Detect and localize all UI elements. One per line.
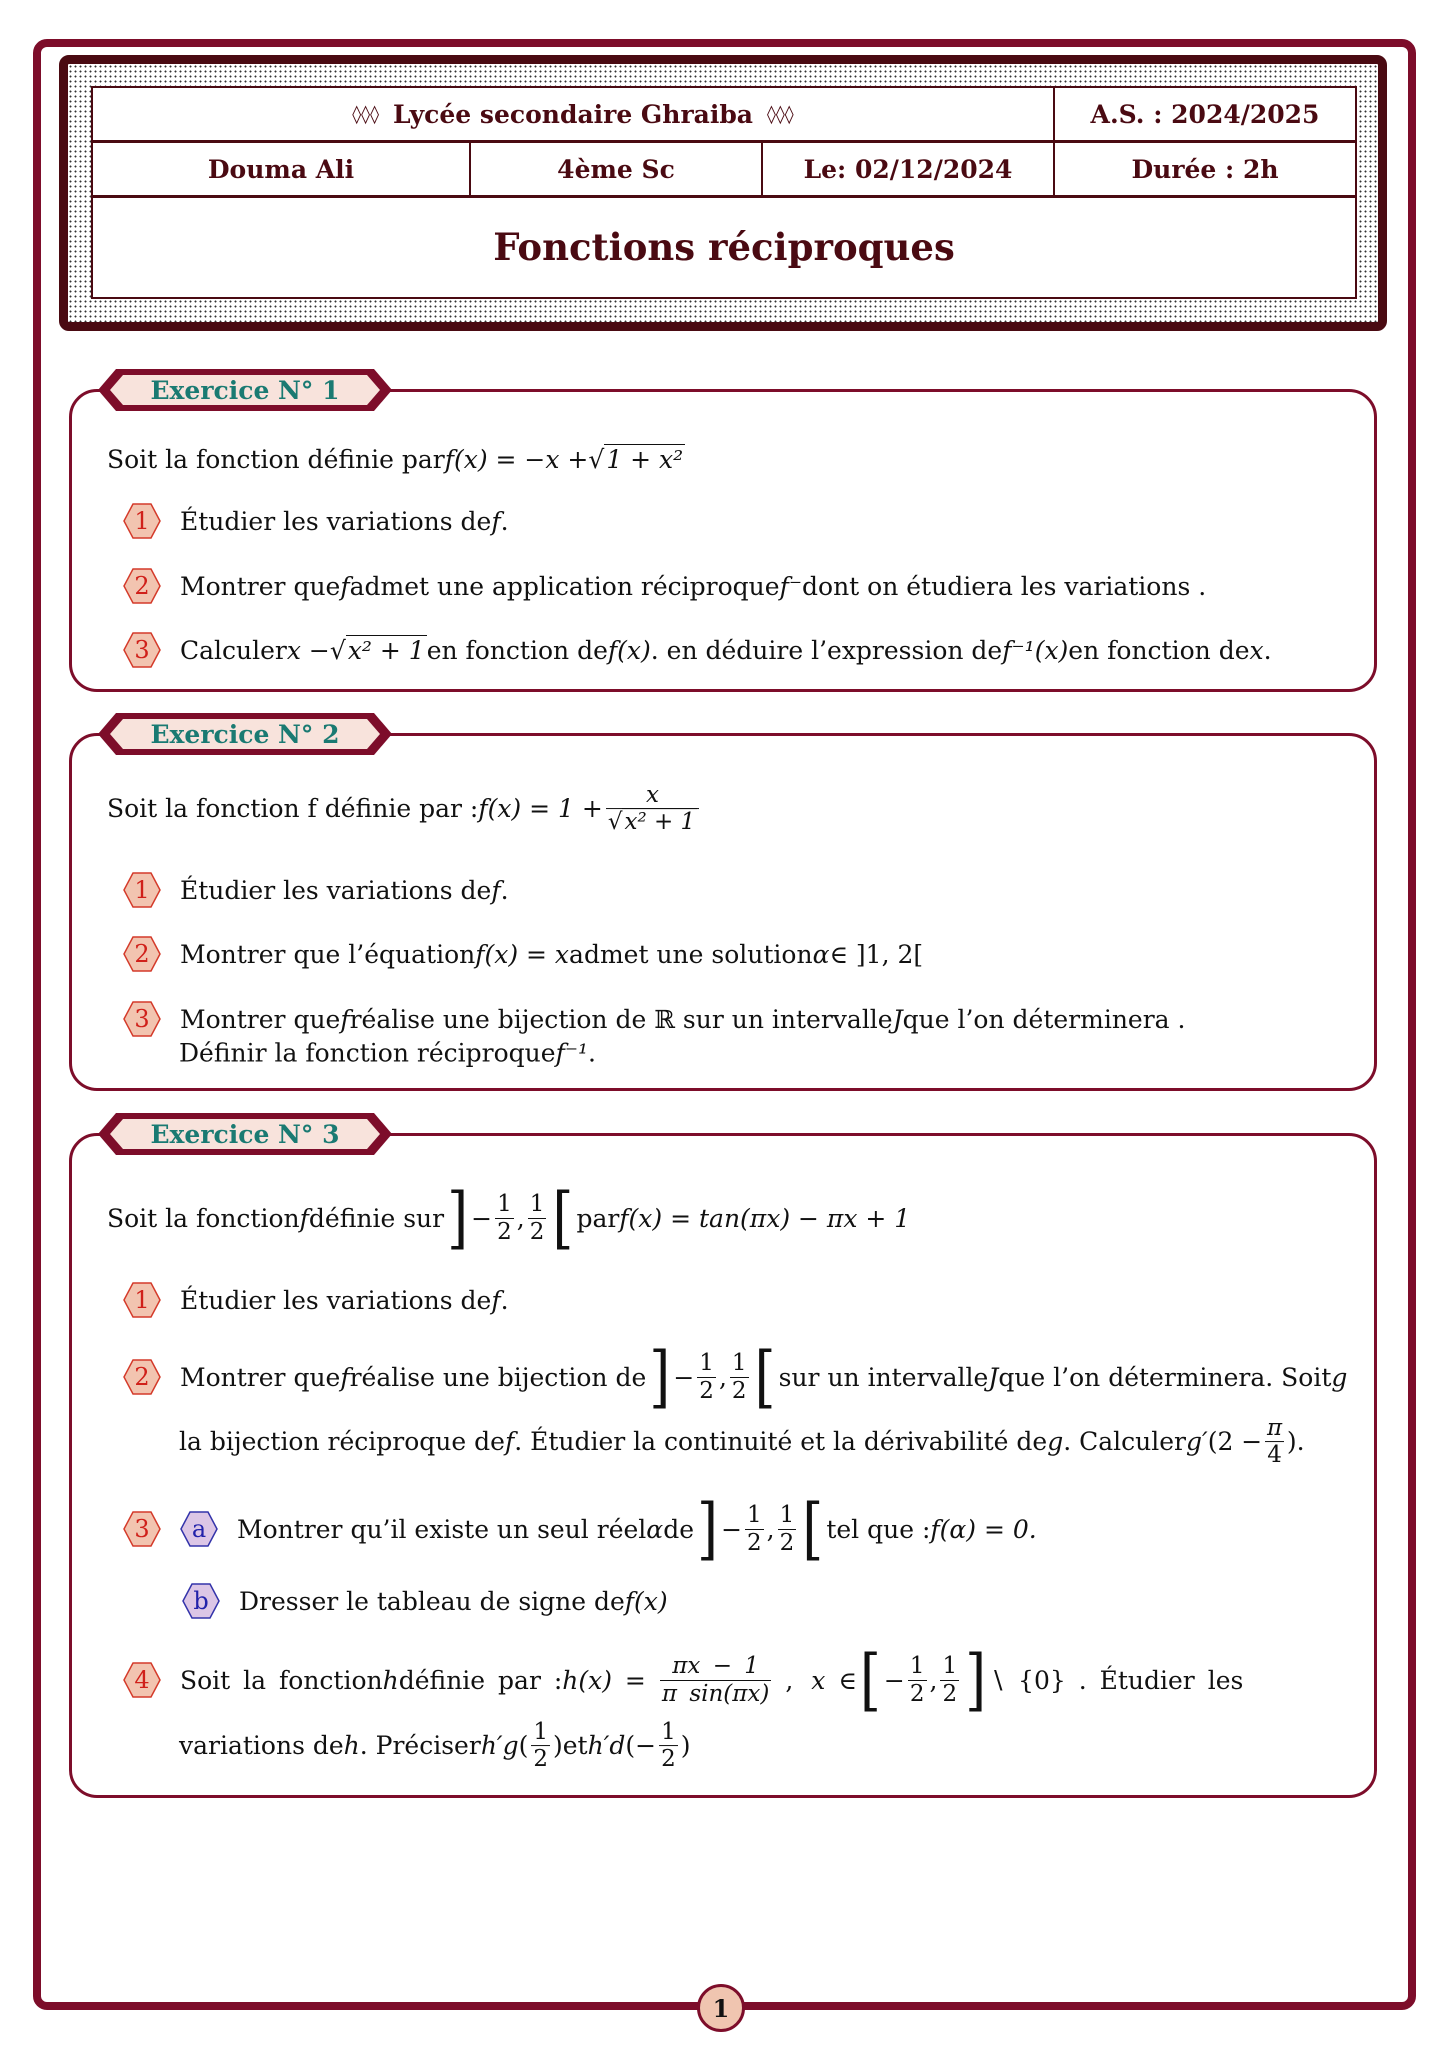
exercise-3-item-4-line-2: variations de h . Préciser h′g ( $\frac{1}{2}$ ) et h′d (− $\frac{1}{2}$ ) — [179, 1719, 691, 1773]
number-badge-icon: 3 — [123, 1510, 161, 1548]
exercise-3-item-3b: b Dresser le tableau de signe de f(x) — [182, 1582, 668, 1620]
exercise-1-item-1: 1 Étudier les variations de f . — [123, 502, 509, 540]
exercise-3-item-2-line-2: la bijection réciproque de f . Étudier la continuité et la dérivabilité de g . Calculer g′ (2 − $\frac{\pi}{4}$ ). — [179, 1415, 1305, 1469]
class-level: 4ème Sc — [557, 154, 675, 184]
exercise-3-item-3a: 3 a Montrer qu’il existe un seul réel α de ] − $\frac{1}{2}$ , $\frac{1}{2}$ [ tel que : f(α) = 0. — [123, 1502, 1037, 1556]
exercise-2-intro: Soit la fonction f définie par : f(x) = 1 + $\frac{x}{\text{√x² + 1}}$ — [107, 782, 702, 836]
header-table — [91, 86, 1357, 299]
number-badge-icon: 3 — [123, 1000, 161, 1038]
exercise-2-item-3: 3 Montrer que f réalise une bijection de ℝ sur un intervalle J que l’on déterminera . — [123, 1000, 1185, 1038]
exercise-1-intro: Soit la fonction définie par f(x) = −x + √ 1 + x² — [107, 444, 684, 474]
exercise-2-item-3-line-2: Définir la fonction réciproque f⁻¹ . — [179, 1038, 596, 1068]
number-badge-icon: 4 — [123, 1661, 161, 1699]
exercise-1-item-2: 2 Montrer que f admet une application réciproque f⁻ dont on étudiera les variations . — [123, 567, 1206, 605]
exercise-1-item-3: 3 Calculer x − √ x² + 1 en fonction de f(x) . en déduire l’expression de f⁻¹(x) en fonction de x . — [123, 631, 1272, 669]
exam-duration: Durée : 2h — [1131, 154, 1279, 184]
exercise-1-tag: Exercice N° 1 — [98, 369, 392, 411]
exercise-2-tag: Exercice N° 2 — [98, 713, 392, 755]
exercise-3-item-2: 2 Montrer que f réalise une bijection de ] − $\frac{1}{2}$ , $\frac{1}{2}$ [ sur un intervalle J que l’on déterminera. Soit g — [123, 1350, 1347, 1404]
number-badge-icon: 2 — [123, 1358, 161, 1396]
teacher-name: Douma Ali — [207, 154, 355, 184]
exercise-2-item-2: 2 Montrer que l’équation f(x) = x admet une solution α ∈ ]1, 2[ — [123, 935, 923, 973]
number-badge-icon: 1 — [123, 1281, 161, 1319]
diamond-deco-icon: ◊◊◊ — [352, 103, 379, 125]
number-badge-icon: 2 — [123, 935, 161, 973]
exercise-3-tag: Exercice N° 3 — [98, 1113, 392, 1155]
exercise-3-intro: Soit la fonction f définie sur ] − $\frac{1}{2}$ , $\frac{1}{2}$ [ par f(x) = tan(πx) − πx + 1 — [107, 1178, 911, 1257]
number-badge-icon: 1 — [123, 502, 161, 540]
letter-badge-icon: b — [182, 1582, 220, 1620]
page-number: 1 — [697, 1984, 745, 2032]
page-title: Fonctions réciproques — [493, 225, 955, 269]
number-badge-icon: 2 — [123, 567, 161, 605]
exam-date: Le: 02/12/2024 — [803, 154, 1013, 184]
diamond-deco-icon: ◊◊◊ — [767, 103, 794, 125]
letter-badge-icon: a — [180, 1510, 218, 1548]
exercise-3-item-4: 4 Soit la fonction h définie par : h(x) = $\frac{\pi x - 1}{\text{π sin(πx)}}$ , x ∈ [ − $\frac{1}{2}$ , $\frac{1}{2}$ ] ∖ {0} . Étudier les — [123, 1653, 1243, 1707]
school-name: ◊◊◊ Lycée secondaire Ghraiba ◊◊◊ — [352, 99, 794, 129]
exercise-3-item-1: 1 Étudier les variations de f . — [123, 1281, 509, 1319]
number-badge-icon: 3 — [123, 631, 161, 669]
exercise-2-item-1: 1 Étudier les variations de f . — [123, 871, 509, 909]
school-year: A.S. : 2024/2025 — [1090, 99, 1320, 129]
number-badge-icon: 1 — [123, 871, 161, 909]
